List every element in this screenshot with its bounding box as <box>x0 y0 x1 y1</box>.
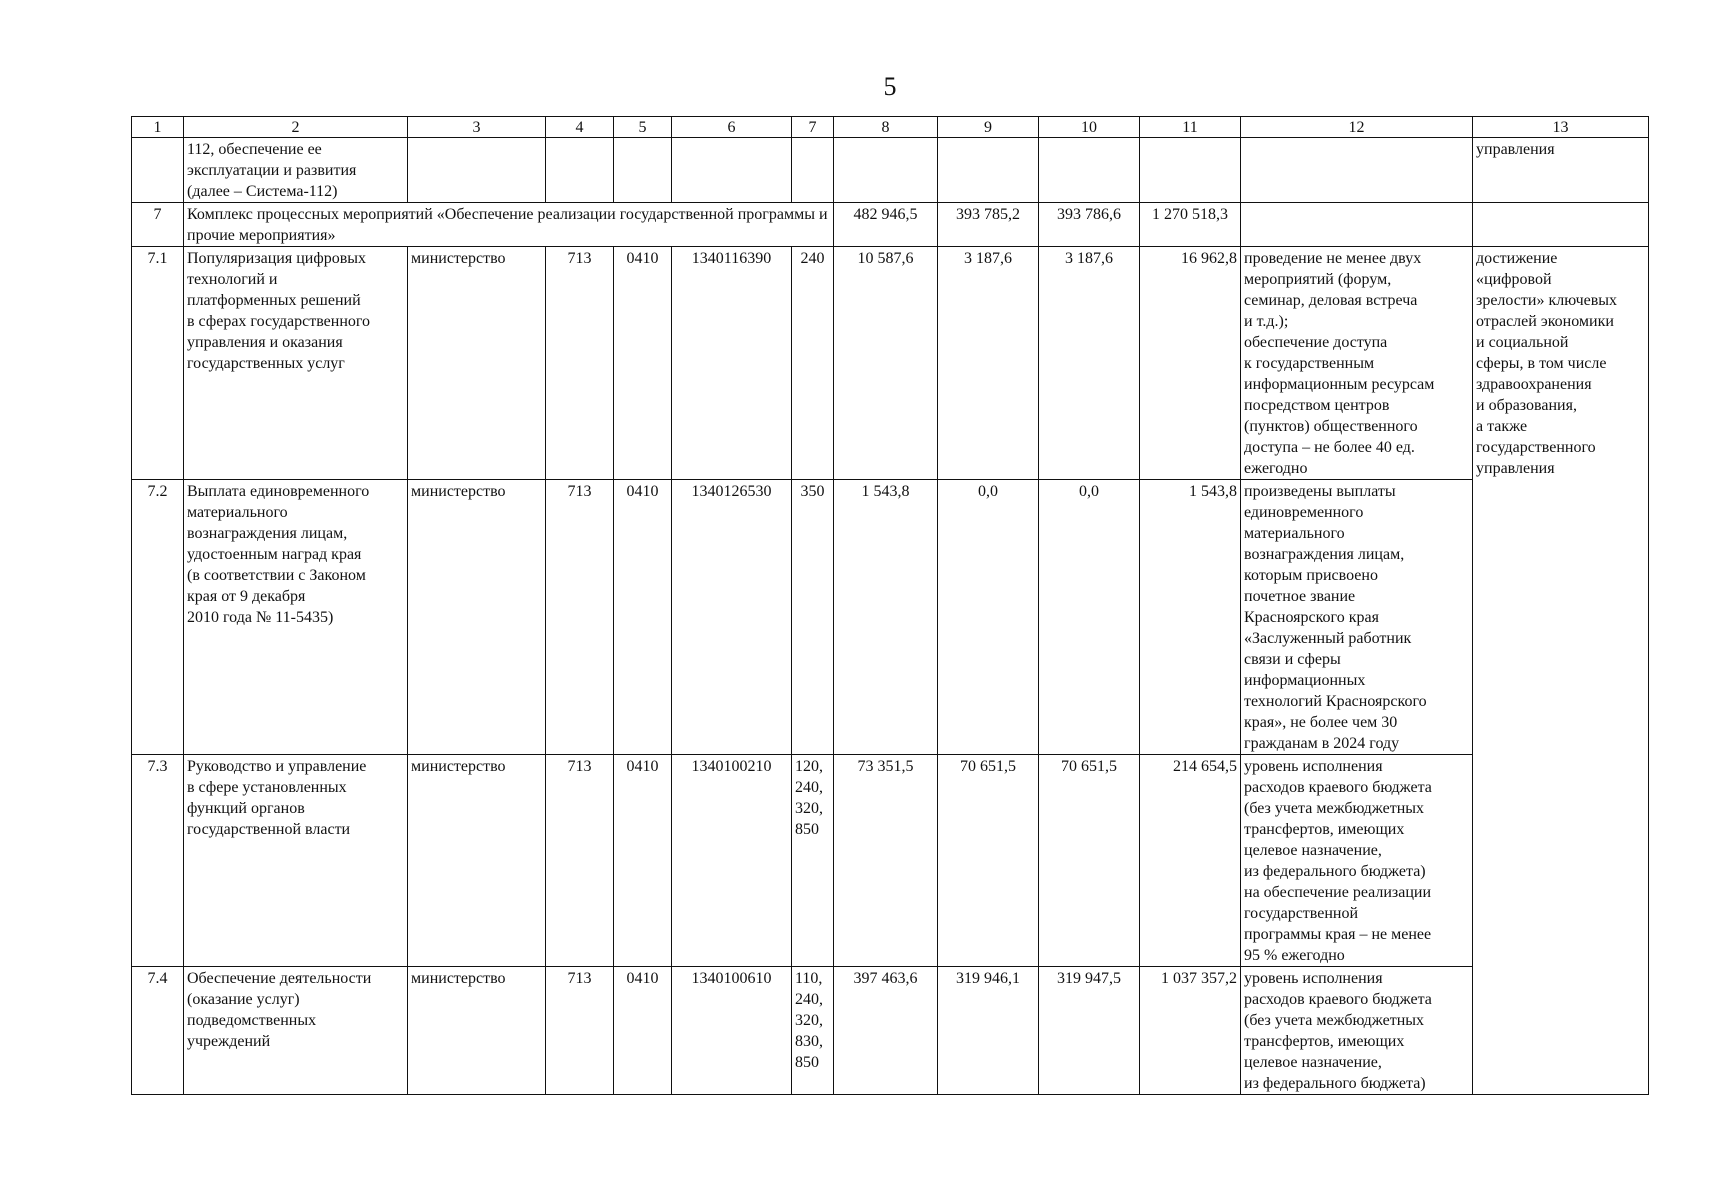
table-row-7-1 <box>132 247 1649 480</box>
cell-num: 7.3 <box>132 755 184 967</box>
cell-y2: 0,0 <box>938 480 1039 755</box>
cell-y1: 73 351,5 <box>834 755 938 967</box>
cell-total: 1 037 357,2 <box>1140 967 1241 1095</box>
cell-name: Популяризация цифровых технологий и платформенных решений в сферах государственного управления и оказания государственных услуг <box>184 247 408 480</box>
cell-y3: 319 947,5 <box>1039 967 1140 1095</box>
cell-y3 <box>1039 138 1140 203</box>
cell-vr: 120, 240, 320, 850 <box>792 755 834 967</box>
cell-csr: 1340100610 <box>672 967 792 1095</box>
cell-vr: 240 <box>792 247 834 480</box>
cell-grbs: 713 <box>546 967 614 1095</box>
page-number: 5 <box>883 72 897 101</box>
cell-y2: 3 187,6 <box>938 247 1039 480</box>
cell-y1: 10 587,6 <box>834 247 938 480</box>
cell-executor: министерство <box>408 480 546 755</box>
cell-csr: 1340100210 <box>672 755 792 967</box>
cell-grbs: 713 <box>546 755 614 967</box>
table-row-7 <box>132 203 1649 247</box>
table-row-7-4 <box>132 967 1649 1095</box>
cell-csr: 1340116390 <box>672 247 792 480</box>
cell-rzpr: 0410 <box>614 247 672 480</box>
cell-y3: 70 651,5 <box>1039 755 1140 967</box>
program-table <box>131 116 1649 1095</box>
cell-vr <box>792 138 834 203</box>
cell-csr: 1340126530 <box>672 480 792 755</box>
cell-result: уровень исполнения расходов краевого бюджета (без учета межбюджетных трансфертов, имеющих целевое назначение, из федерального бюджета) <box>1241 967 1473 1095</box>
cell-num: 7.2 <box>132 480 184 755</box>
column-number: 6 <box>672 117 792 138</box>
cell-executor <box>408 138 546 203</box>
cell-csr <box>672 138 792 203</box>
cell-vr: 350 <box>792 480 834 755</box>
cell-y3: 0,0 <box>1039 480 1140 755</box>
cell-y1: 397 463,6 <box>834 967 938 1095</box>
cell-total: 214 654,5 <box>1140 755 1241 967</box>
cell-executor: министерство <box>408 967 546 1095</box>
cell-y2: 319 946,1 <box>938 967 1039 1095</box>
cell-rzpr <box>614 138 672 203</box>
cell-result: проведение не менее двух мероприятий (форум, семинар, деловая встреча и т.д.); обеспечение доступа к государственным информационным ресурсам посредством центров (пунктов) общественного доступа – не более 40 ед. ежегодно <box>1241 247 1473 480</box>
cell-y3: 393 786,6 <box>1039 203 1140 247</box>
cell-total: 1 543,8 <box>1140 480 1241 755</box>
column-number: 3 <box>408 117 546 138</box>
column-number: 11 <box>1140 117 1241 138</box>
cell-result: уровень исполнения расходов краевого бюджета (без учета межбюджетных трансфертов, имеющих целевое назначение, из федерального бюджета) на обеспечение реализации государственной программы края – не менее 95 % ежегодно <box>1241 755 1473 967</box>
cell-y2: 70 651,5 <box>938 755 1039 967</box>
cell-num <box>132 138 184 203</box>
cell-result <box>1241 138 1473 203</box>
column-number: 13 <box>1473 117 1649 138</box>
cell-y1 <box>834 138 938 203</box>
cell-y1: 1 543,8 <box>834 480 938 755</box>
cell-total: 1 270 518,3 <box>1140 203 1241 247</box>
column-number: 10 <box>1039 117 1140 138</box>
cell-grbs: 713 <box>546 480 614 755</box>
cell-y2: 393 785,2 <box>938 203 1039 247</box>
cell-vr: 110, 240, 320, 830, 850 <box>792 967 834 1095</box>
cell-indicator <box>1473 203 1649 247</box>
cell-indicator: управления <box>1473 138 1649 203</box>
cell-y2 <box>938 138 1039 203</box>
cell-total <box>1140 138 1241 203</box>
cell-rzpr: 0410 <box>614 967 672 1095</box>
column-number: 12 <box>1241 117 1473 138</box>
cell-result <box>1241 203 1473 247</box>
column-number: 8 <box>834 117 938 138</box>
column-number: 5 <box>614 117 672 138</box>
column-number: 4 <box>546 117 614 138</box>
cell-num: 7.1 <box>132 247 184 480</box>
column-number: 9 <box>938 117 1039 138</box>
cell-y3: 3 187,6 <box>1039 247 1140 480</box>
table-row-7-2 <box>132 480 1649 755</box>
table-row-continuation <box>132 138 1649 203</box>
cell-name: 112, обеспечение ее эксплуатации и развития (далее – Система-112) <box>184 138 408 203</box>
cell-rzpr: 0410 <box>614 480 672 755</box>
column-number: 7 <box>792 117 834 138</box>
column-number: 1 <box>132 117 184 138</box>
cell-num: 7 <box>132 203 184 247</box>
cell-result: произведены выплаты единовременного материального вознаграждения лицам, которым присвоено почетное звание Красноярского края «Заслуженный работник связи и сферы информационных технологий Красноярского края», не более чем 30 гражданам в 2024 году <box>1241 480 1473 755</box>
cell-complex-title: Комплекс процессных мероприятий «Обеспечение реализации государственной программы и прочие мероприятия» <box>184 203 834 247</box>
table-row-7-3 <box>132 755 1649 967</box>
cell-indicator: достижение «цифровой зрелости» ключевых отраслей экономики и социальной сферы, в том числе здравоохранения и образования, а также государственного управления <box>1473 247 1649 1095</box>
cell-executor: министерство <box>408 247 546 480</box>
column-number: 2 <box>184 117 408 138</box>
cell-executor: министерство <box>408 755 546 967</box>
cell-name: Обеспечение деятельности (оказание услуг) подведомственных учреждений <box>184 967 408 1095</box>
cell-name: Выплата единовременного материального вознаграждения лицам, удостоенным наград края (в соответствии с Законом края от 9 декабря 2010 года № 11-5435) <box>184 480 408 755</box>
cell-name: Руководство и управление в сфере установленных функций органов государственной власти <box>184 755 408 967</box>
cell-grbs <box>546 138 614 203</box>
column-number-row <box>132 117 1649 138</box>
cell-num: 7.4 <box>132 967 184 1095</box>
cell-y1: 482 946,5 <box>834 203 938 247</box>
cell-grbs: 713 <box>546 247 614 480</box>
cell-rzpr: 0410 <box>614 755 672 967</box>
cell-total: 16 962,8 <box>1140 247 1241 480</box>
